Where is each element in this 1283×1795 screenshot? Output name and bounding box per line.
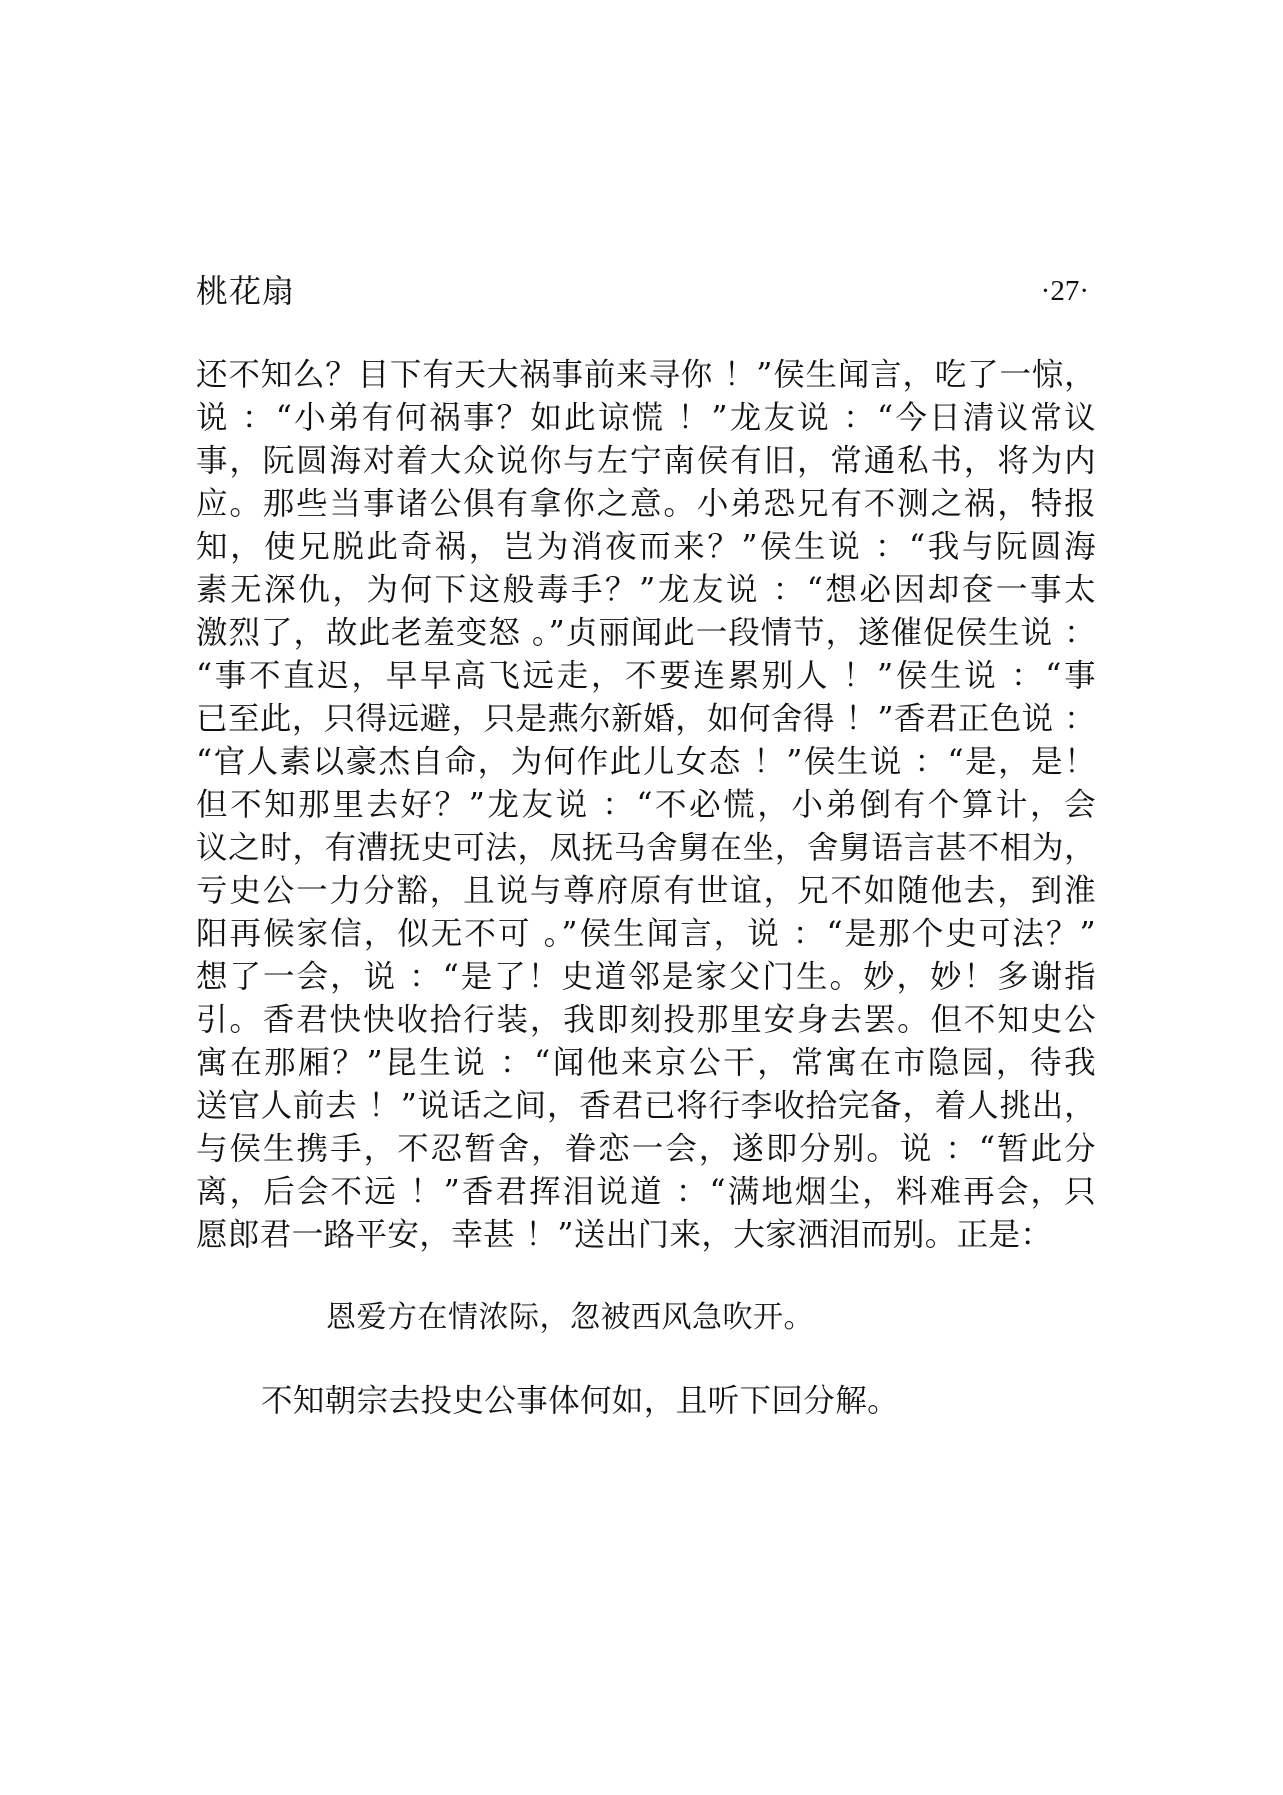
verse-couplet: 恩爱方在情浓际，忽被西风急吹开。	[326, 1300, 814, 1335]
text-line: 愿郎君一路平安，幸甚 ！”送出门来，大家洒泪而别。正是：	[196, 1217, 1053, 1253]
text-line: 素无深仇，为何下这般毒手？”龙友说 ：“想必因却奁一事太	[196, 572, 1096, 608]
page-number: ·27·	[1040, 275, 1089, 307]
text-line: 议之时，有漕抚史可法，凤抚马舍舅在坐，舍舅语言甚不相为，	[196, 830, 1096, 866]
text-line: “事不直迟，早早高飞远走，不要连累别人 ！”侯生说 ：“事	[196, 658, 1096, 694]
text-line: 引。香君快快收拾行装，我即刻投那里安身去罢。但不知史公	[196, 1002, 1096, 1038]
book-title: 桃花扇	[196, 272, 296, 310]
text-line: “官人素以豪杰自命，为何作此儿女态 ！”侯生说 ：“是，是！	[196, 744, 1096, 780]
text-line: 送官人前去 ！”说话之间，香君已将行李收拾完备，着人挑出，	[196, 1088, 1096, 1124]
text-line: 已至此，只得远避，只是燕尔新婚，如何舍得 ！”香君正色说 ：	[196, 701, 1096, 737]
chapter-closing: 不知朝宗去投史公事体何如，且听下回分解。	[261, 1383, 900, 1419]
text-line: 应。那些当事诸公俱有拿你之意。小弟恐兄有不测之祸，特报	[196, 486, 1096, 522]
text-line: 想了一会，说 ：“是了！史道邻是家父门生。妙，妙！多谢指	[196, 959, 1096, 995]
text-line: 说 ：“小弟有何祸事？如此谅慌 ！”龙友说 ：“今日清议常议	[196, 400, 1096, 436]
text-line: 还不知么？目下有天大祸事前来寻你 ！”侯生闻言，吃了一惊，	[196, 357, 1096, 393]
text-line: 阳再候家信，似无不可 。”侯生闻言，说 ：“是那个史可法？”	[196, 916, 1096, 952]
text-line: 亏史公一力分豁，且说与尊府原有世谊，兄不如随他去，到淮	[196, 873, 1096, 909]
text-line: 寓在那厢？”昆生说 ：“闻他来京公干，常寓在市隐园，待我	[196, 1045, 1096, 1081]
body-text	[196, 354, 1096, 1257]
text-line: 离，后会不远 ！”香君挥泪说道 ：“满地烟尘，料难再会，只	[196, 1174, 1096, 1210]
text-line: 事，阮圆海对着大众说你与左宁南侯有旧，常通私书，将为内	[196, 443, 1096, 479]
text-line: 知，使兄脱此奇祸，岂为消夜而来？”侯生说 ：“我与阮圆海	[196, 529, 1096, 565]
text-line: 激烈了，故此老羞变怒 。”贞丽闻此一段情节，遂催促侯生说 ：	[196, 615, 1096, 651]
running-header	[196, 268, 1089, 314]
text-line: 与侯生携手，不忍暂舍，眷恋一会，遂即分别。说 ：“暂此分	[196, 1131, 1096, 1167]
text-line: 但不知那里去好？”龙友说 ：“不必慌，小弟倒有个算计，会	[196, 787, 1096, 823]
